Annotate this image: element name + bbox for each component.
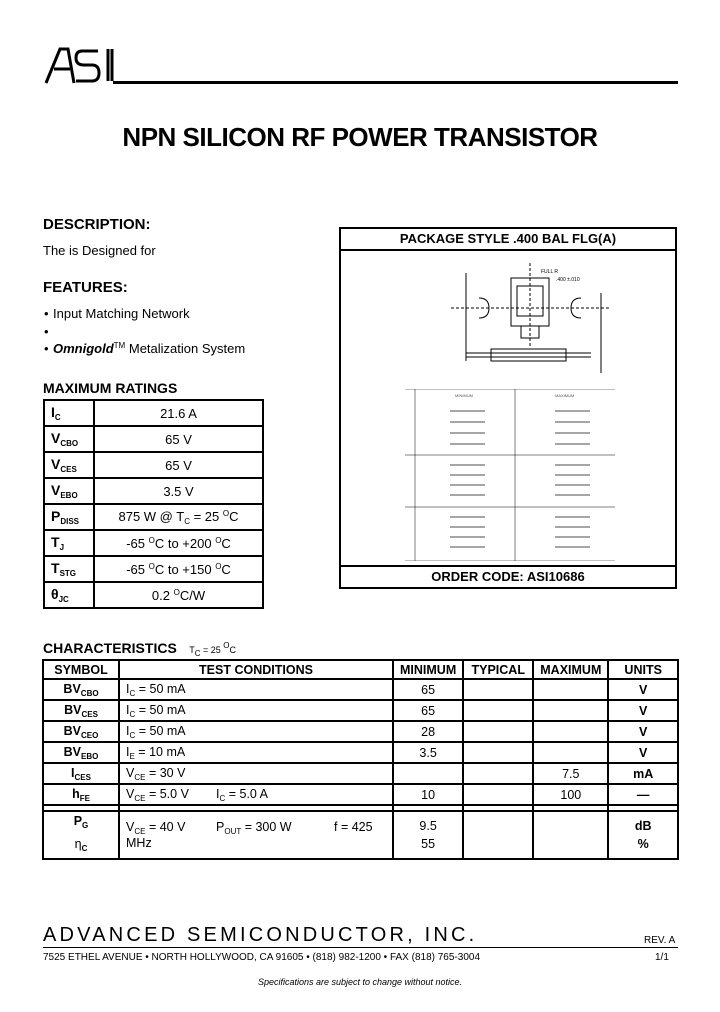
- table-row: $BV_{CES}$ $I_C = 50$ mA 65 V: [43, 700, 678, 721]
- table-row: $\theta_{JC}$ 0.2 $^O$C/W: [44, 582, 263, 608]
- characteristics-heading-row: [43, 640, 236, 658]
- feature-item: •: [44, 324, 49, 339]
- revision: REV. A: [644, 935, 676, 946]
- order-code: ORDER CODE: ASI10686: [341, 565, 675, 587]
- header-rule: [113, 81, 678, 84]
- asi-logo: [42, 45, 120, 87]
- page-number: 1/1: [655, 952, 669, 963]
- table-row: $V_{CBO}$ 65 V: [44, 426, 263, 452]
- spec-note: Specifications are subject to change without notice.: [257, 977, 463, 987]
- footer-rule: [43, 947, 678, 948]
- table-row: $P_G$ $\eta_C$ $V_{CE} = 40$ V $P_{OUT} = 300$ W f = 425 MHz 9.5 55 dB %: [43, 811, 678, 859]
- table-row: $T_J$ -65 $^O$C to +200 $^O$C: [44, 530, 263, 556]
- max-ratings-heading: MAXIMUM RATINGS: [43, 380, 178, 396]
- svg-text:.400 ±.010: .400 ±.010: [556, 277, 580, 283]
- dimension-table: [405, 389, 615, 566]
- svg-text:MAXIMUM: MAXIMUM: [555, 393, 575, 398]
- table-header-row: SYMBOL TEST CONDITIONS MINIMUM TYPICAL MAXIMUM UNITS: [43, 660, 678, 679]
- max-ratings-table: [43, 399, 264, 609]
- table-row: $BV_{CEO}$ $I_C = 50$ mA 28 V: [43, 721, 678, 742]
- table-row: $BV_{EBO}$ $I_E = 10$ mA 3.5 V: [43, 742, 678, 763]
- package-title: PACKAGE STYLE .400 BAL FLG(A): [341, 229, 675, 251]
- table-row: $V_{EBO}$ 3.5 V: [44, 478, 263, 504]
- characteristics-heading: CHARACTERISTICS: [43, 640, 177, 656]
- table-row: $T_{STG}$ -65 $^O$C to +150 $^O$C: [44, 556, 263, 582]
- test-condition-note: $T_C = 25$ $^O$C: [189, 641, 237, 658]
- package-drawing: [391, 253, 631, 393]
- feature-item: • Omnigold™ Metalization System: [44, 341, 246, 356]
- table-row: $I_C$ 21.6 A: [44, 400, 263, 426]
- table-row: $BV_{CBO}$ $I_C = 50$ mA 65 V: [43, 679, 678, 700]
- company-name: ADVANCED SEMICONDUCTOR, INC.: [43, 924, 478, 946]
- description-text: The is Designed for: [43, 243, 156, 258]
- features-heading: FEATURES:: [43, 279, 128, 296]
- svg-text:MINIMUM: MINIMUM: [455, 393, 473, 398]
- table-row: $V_{CES}$ 65 V: [44, 452, 263, 478]
- table-row: $I_{CES}$ $V_{CE} = 30$ V 7.5 mA: [43, 763, 678, 784]
- address: 7525 ETHEL AVENUE • NORTH HOLLYWOOD, CA 91605 • (818) 982-1200 • FAX (818) 765-3004: [43, 952, 481, 963]
- characteristics-table: [42, 659, 679, 860]
- package-box: [339, 227, 677, 589]
- svg-text:FULL R: FULL R: [541, 269, 559, 275]
- page-title: NPN SILICON RF POWER TRANSISTOR: [122, 122, 598, 152]
- table-row: $P_{DISS}$ 875 W @ $T_C = 25$ $^O$C: [44, 504, 263, 530]
- feature-item: • Input Matching Network: [44, 306, 190, 321]
- description-heading: DESCRIPTION:: [43, 216, 151, 233]
- table-row: $h_{FE}$ $V_{CE} = 5.0$ V $I_C = 5.0$ A 10 100 —: [43, 784, 678, 805]
